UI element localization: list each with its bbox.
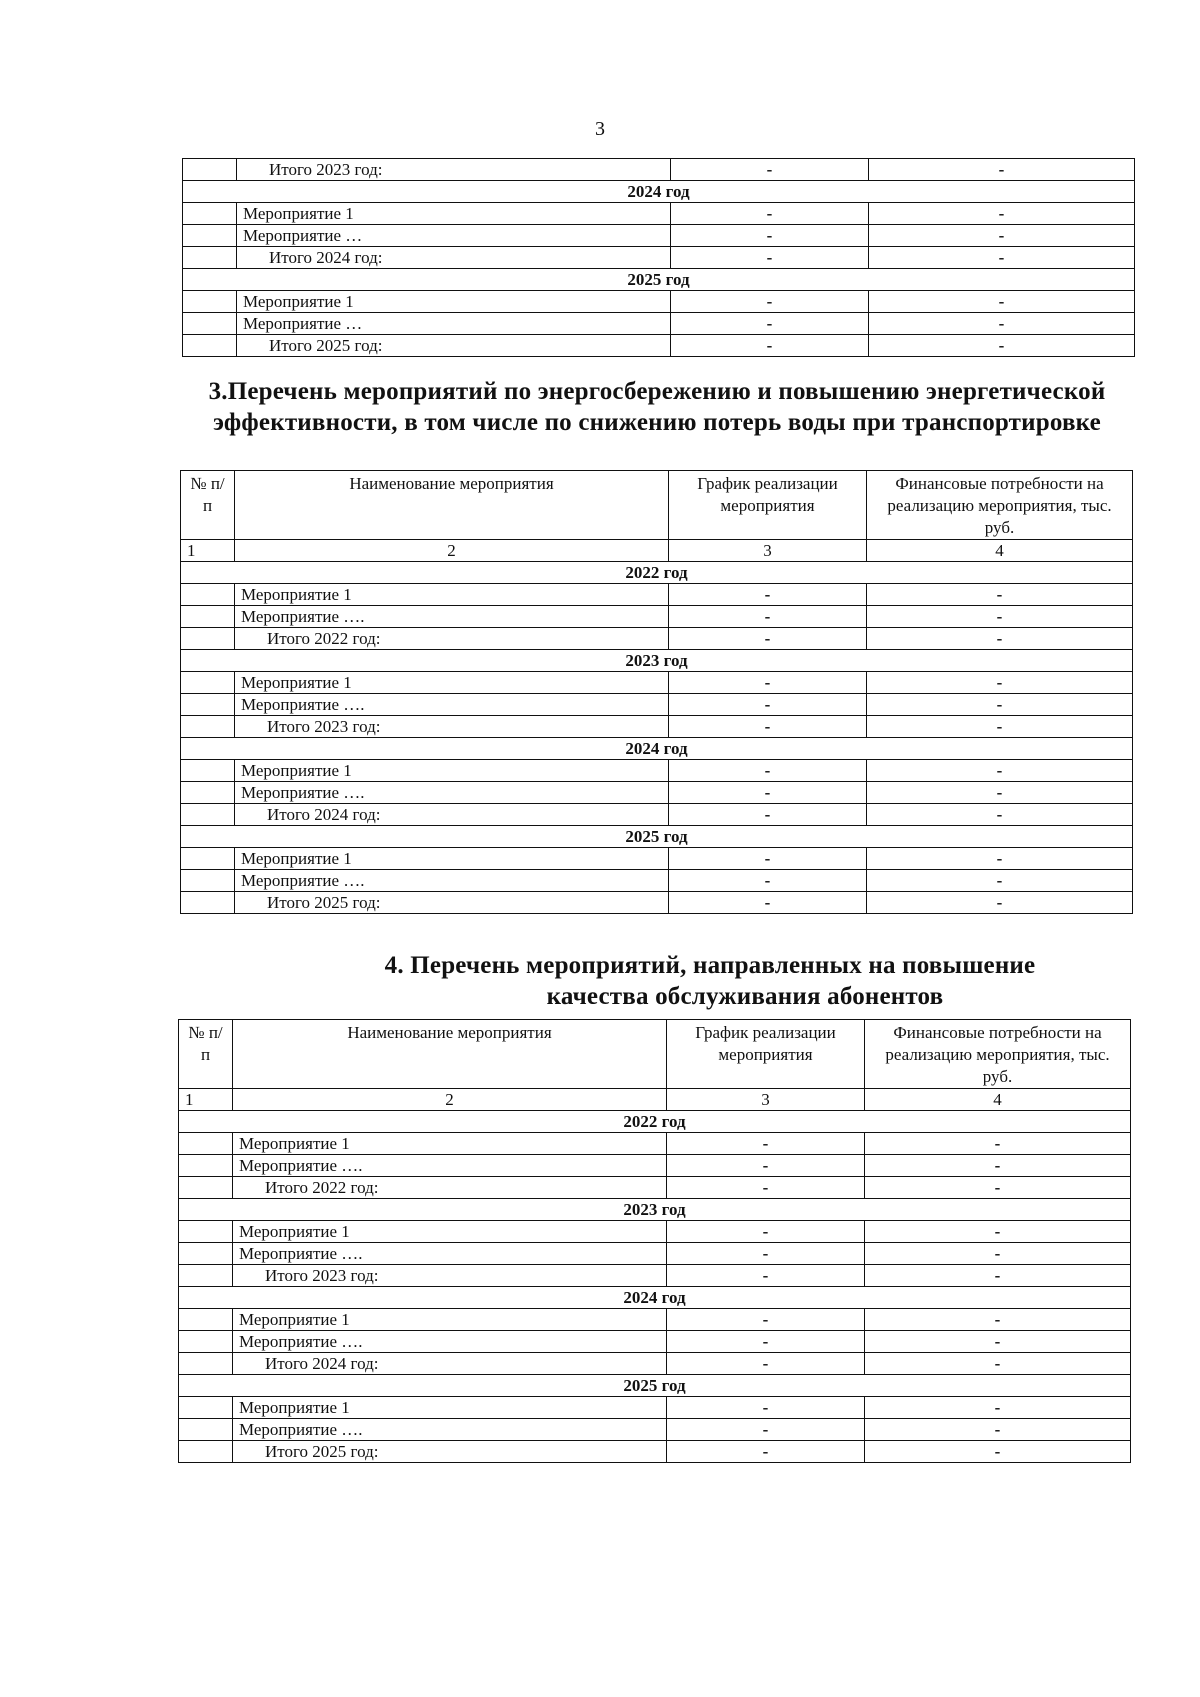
row-num-cell bbox=[181, 584, 235, 606]
row-num-cell bbox=[179, 1265, 233, 1287]
table-row bbox=[179, 1133, 1131, 1155]
activity-name: Мероприятие 1 bbox=[235, 848, 669, 870]
total-row bbox=[179, 1441, 1131, 1463]
year-label: 2025 год bbox=[183, 269, 1135, 291]
header-schedule: График реализации мероприятия bbox=[667, 1020, 865, 1089]
activity-name: Мероприятие …. bbox=[235, 694, 669, 716]
finance-value: - bbox=[869, 203, 1135, 225]
activity-name: Мероприятие 1 bbox=[237, 291, 671, 313]
total-label: Итого 2023 год: bbox=[233, 1265, 667, 1287]
finance-value: - bbox=[865, 1265, 1131, 1287]
year-label: 2024 год bbox=[181, 738, 1133, 760]
finance-value: - bbox=[865, 1419, 1131, 1441]
table-row bbox=[179, 1331, 1131, 1353]
energy-saving-activities-table bbox=[180, 470, 1133, 914]
schedule-value: - bbox=[669, 870, 867, 892]
total-label: Итого 2024 год: bbox=[237, 247, 671, 269]
table-row bbox=[179, 1309, 1131, 1331]
activity-name: Мероприятие 1 bbox=[237, 203, 671, 225]
table-row bbox=[181, 672, 1133, 694]
schedule-value: - bbox=[667, 1353, 865, 1375]
year-label: 2022 год bbox=[181, 562, 1133, 584]
finance-value: - bbox=[867, 892, 1133, 914]
header-row bbox=[179, 1020, 1131, 1089]
year-row bbox=[179, 1287, 1131, 1309]
schedule-value: - bbox=[669, 716, 867, 738]
finance-value: - bbox=[867, 804, 1133, 826]
row-num-cell bbox=[179, 1243, 233, 1265]
schedule-value: - bbox=[667, 1397, 865, 1419]
schedule-value: - bbox=[667, 1419, 865, 1441]
row-num-cell bbox=[179, 1419, 233, 1441]
finance-value: - bbox=[867, 716, 1133, 738]
row-num-cell bbox=[181, 716, 235, 738]
activity-name: Мероприятие …. bbox=[233, 1243, 667, 1265]
finance-value: - bbox=[869, 247, 1135, 269]
service-quality-activities-table bbox=[178, 1019, 1131, 1463]
activity-name: Мероприятие … bbox=[237, 313, 671, 335]
schedule-value: - bbox=[671, 225, 869, 247]
activity-name: Мероприятие 1 bbox=[235, 672, 669, 694]
header-num: № п/п bbox=[179, 1020, 233, 1089]
finance-value: - bbox=[869, 159, 1135, 181]
finance-value: - bbox=[867, 848, 1133, 870]
activity-name: Мероприятие …. bbox=[233, 1155, 667, 1177]
activity-name: Мероприятие …. bbox=[235, 606, 669, 628]
schedule-value: - bbox=[667, 1309, 865, 1331]
schedule-value: - bbox=[667, 1155, 865, 1177]
table-row bbox=[181, 606, 1133, 628]
row-num-cell bbox=[183, 225, 237, 247]
table-row bbox=[181, 694, 1133, 716]
schedule-value: - bbox=[667, 1441, 865, 1463]
row-num-cell bbox=[183, 159, 237, 181]
table-row bbox=[179, 1243, 1131, 1265]
schedule-value: - bbox=[671, 313, 869, 335]
row-num-cell bbox=[179, 1221, 233, 1243]
finance-value: - bbox=[867, 584, 1133, 606]
col-number-3: 3 bbox=[669, 540, 867, 562]
finance-value: - bbox=[865, 1155, 1131, 1177]
table-row bbox=[181, 848, 1133, 870]
schedule-value: - bbox=[669, 804, 867, 826]
finance-value: - bbox=[867, 628, 1133, 650]
row-num-cell bbox=[181, 782, 235, 804]
schedule-value: - bbox=[667, 1221, 865, 1243]
year-label: 2024 год bbox=[183, 181, 1135, 203]
year-row bbox=[181, 562, 1133, 584]
row-num-cell bbox=[183, 291, 237, 313]
year-label: 2023 год bbox=[181, 650, 1133, 672]
activity-name: Мероприятие 1 bbox=[233, 1221, 667, 1243]
row-num-cell bbox=[183, 313, 237, 335]
year-label: 2025 год bbox=[179, 1375, 1131, 1397]
schedule-value: - bbox=[669, 628, 867, 650]
row-num-cell bbox=[179, 1441, 233, 1463]
finance-value: - bbox=[865, 1353, 1131, 1375]
table-row bbox=[183, 203, 1135, 225]
activity-name: Мероприятие 1 bbox=[235, 584, 669, 606]
schedule-value: - bbox=[669, 606, 867, 628]
table-row bbox=[181, 584, 1133, 606]
schedule-value: - bbox=[669, 760, 867, 782]
row-num-cell bbox=[183, 247, 237, 269]
activities-table-continued bbox=[182, 158, 1135, 357]
finance-value: - bbox=[867, 672, 1133, 694]
table-row bbox=[179, 1419, 1131, 1441]
row-num-cell bbox=[179, 1177, 233, 1199]
finance-value: - bbox=[865, 1243, 1131, 1265]
total-row bbox=[179, 1177, 1131, 1199]
schedule-value: - bbox=[669, 892, 867, 914]
year-label: 2023 год bbox=[179, 1199, 1131, 1221]
table-row bbox=[183, 313, 1135, 335]
schedule-value: - bbox=[671, 247, 869, 269]
table-row bbox=[179, 1397, 1131, 1419]
schedule-value: - bbox=[669, 672, 867, 694]
schedule-value: - bbox=[669, 848, 867, 870]
year-row bbox=[181, 650, 1133, 672]
header-finance: Финансовые потребности на реализацию мероприятия, тыс. руб. bbox=[867, 471, 1133, 540]
finance-value: - bbox=[867, 782, 1133, 804]
header-name: Наименование мероприятия bbox=[233, 1020, 667, 1089]
schedule-value: - bbox=[667, 1331, 865, 1353]
year-row bbox=[179, 1199, 1131, 1221]
finance-value: - bbox=[865, 1177, 1131, 1199]
header-num: № п/п bbox=[181, 471, 235, 540]
row-num-cell bbox=[179, 1331, 233, 1353]
section-4-heading bbox=[340, 950, 1080, 1012]
total-label: Итого 2022 год: bbox=[235, 628, 669, 650]
finance-value: - bbox=[865, 1397, 1131, 1419]
row-num-cell bbox=[179, 1353, 233, 1375]
schedule-value: - bbox=[671, 335, 869, 357]
row-num-cell bbox=[179, 1397, 233, 1419]
finance-value: - bbox=[865, 1441, 1131, 1463]
activity-name: Мероприятие …. bbox=[233, 1419, 667, 1441]
row-num-cell bbox=[181, 848, 235, 870]
row-num-cell bbox=[179, 1155, 233, 1177]
col-number-2: 2 bbox=[233, 1089, 667, 1111]
col-number-4: 4 bbox=[865, 1089, 1131, 1111]
row-num-cell bbox=[181, 694, 235, 716]
row-num-cell bbox=[181, 672, 235, 694]
activity-name: Мероприятие …. bbox=[235, 782, 669, 804]
total-row bbox=[181, 804, 1133, 826]
table-row bbox=[183, 291, 1135, 313]
table-row bbox=[179, 1155, 1131, 1177]
section-4-heading-line2: качества обслуживания абонентов bbox=[546, 983, 944, 1010]
schedule-value: - bbox=[671, 159, 869, 181]
year-label: 2022 год bbox=[179, 1111, 1131, 1133]
total-row bbox=[183, 335, 1135, 357]
row-num-cell bbox=[181, 892, 235, 914]
finance-value: - bbox=[869, 225, 1135, 247]
total-row bbox=[183, 159, 1135, 181]
total-row bbox=[181, 716, 1133, 738]
finance-value: - bbox=[865, 1309, 1131, 1331]
finance-value: - bbox=[869, 291, 1135, 313]
total-label: Итого 2025 год: bbox=[235, 892, 669, 914]
total-row bbox=[179, 1353, 1131, 1375]
activity-name: Мероприятие 1 bbox=[233, 1397, 667, 1419]
row-num-cell bbox=[181, 870, 235, 892]
header-name: Наименование мероприятия bbox=[235, 471, 669, 540]
activity-name: Мероприятие 1 bbox=[233, 1133, 667, 1155]
schedule-value: - bbox=[671, 203, 869, 225]
year-row bbox=[183, 269, 1135, 291]
table-row bbox=[181, 870, 1133, 892]
finance-value: - bbox=[865, 1221, 1131, 1243]
row-num-cell bbox=[181, 606, 235, 628]
row-num-cell bbox=[181, 628, 235, 650]
table-row bbox=[183, 225, 1135, 247]
finance-value: - bbox=[869, 335, 1135, 357]
schedule-value: - bbox=[667, 1243, 865, 1265]
row-num-cell bbox=[183, 203, 237, 225]
total-label: Итого 2025 год: bbox=[233, 1441, 667, 1463]
row-num-cell bbox=[181, 760, 235, 782]
col-number-1: 1 bbox=[179, 1089, 233, 1111]
total-row bbox=[181, 892, 1133, 914]
finance-value: - bbox=[867, 870, 1133, 892]
activity-name: Мероприятие 1 bbox=[233, 1309, 667, 1331]
row-num-cell bbox=[179, 1309, 233, 1331]
year-label: 2024 год bbox=[179, 1287, 1131, 1309]
row-num-cell bbox=[183, 335, 237, 357]
activity-name: Мероприятие … bbox=[237, 225, 671, 247]
schedule-value: - bbox=[669, 694, 867, 716]
finance-value: - bbox=[867, 606, 1133, 628]
year-row bbox=[181, 738, 1133, 760]
table-row bbox=[181, 760, 1133, 782]
year-row bbox=[183, 181, 1135, 203]
total-label: Итого 2023 год: bbox=[237, 159, 671, 181]
total-label: Итого 2023 год: bbox=[235, 716, 669, 738]
header-schedule: График реализации мероприятия bbox=[669, 471, 867, 540]
total-label: Итого 2024 год: bbox=[235, 804, 669, 826]
total-label: Итого 2025 год: bbox=[237, 335, 671, 357]
column-numbers-row bbox=[179, 1089, 1131, 1111]
activity-name: Мероприятие 1 bbox=[235, 760, 669, 782]
page-number: 3 bbox=[595, 118, 605, 140]
schedule-value: - bbox=[667, 1133, 865, 1155]
section-3-heading: 3.Перечень мероприятий по энергосбережению и повышению энергетической эффективности, в том числе по снижению потерь воды при транспортировке bbox=[208, 378, 1106, 436]
total-label: Итого 2022 год: bbox=[233, 1177, 667, 1199]
finance-value: - bbox=[869, 313, 1135, 335]
year-row bbox=[181, 826, 1133, 848]
header-finance: Финансовые потребности на реализацию мероприятия, тыс. руб. bbox=[865, 1020, 1131, 1089]
finance-value: - bbox=[867, 760, 1133, 782]
activity-name: Мероприятие …. bbox=[235, 870, 669, 892]
col-number-2: 2 bbox=[235, 540, 669, 562]
finance-value: - bbox=[867, 694, 1133, 716]
total-row bbox=[181, 628, 1133, 650]
section-4-heading-line1: 4. Перечень мероприятий, направленных на повышение bbox=[384, 952, 1036, 979]
year-row bbox=[179, 1375, 1131, 1397]
schedule-value: - bbox=[667, 1177, 865, 1199]
finance-value: - bbox=[865, 1331, 1131, 1353]
table-row bbox=[179, 1221, 1131, 1243]
total-row bbox=[179, 1265, 1131, 1287]
activity-name: Мероприятие …. bbox=[233, 1331, 667, 1353]
table-row bbox=[181, 782, 1133, 804]
schedule-value: - bbox=[671, 291, 869, 313]
year-row bbox=[179, 1111, 1131, 1133]
column-numbers-row bbox=[181, 540, 1133, 562]
header-row bbox=[181, 471, 1133, 540]
col-number-1: 1 bbox=[181, 540, 235, 562]
year-label: 2025 год bbox=[181, 826, 1133, 848]
col-number-4: 4 bbox=[867, 540, 1133, 562]
schedule-value: - bbox=[669, 782, 867, 804]
total-label: Итого 2024 год: bbox=[233, 1353, 667, 1375]
finance-value: - bbox=[865, 1133, 1131, 1155]
total-row bbox=[183, 247, 1135, 269]
row-num-cell bbox=[179, 1133, 233, 1155]
col-number-3: 3 bbox=[667, 1089, 865, 1111]
schedule-value: - bbox=[669, 584, 867, 606]
row-num-cell bbox=[181, 804, 235, 826]
schedule-value: - bbox=[667, 1265, 865, 1287]
